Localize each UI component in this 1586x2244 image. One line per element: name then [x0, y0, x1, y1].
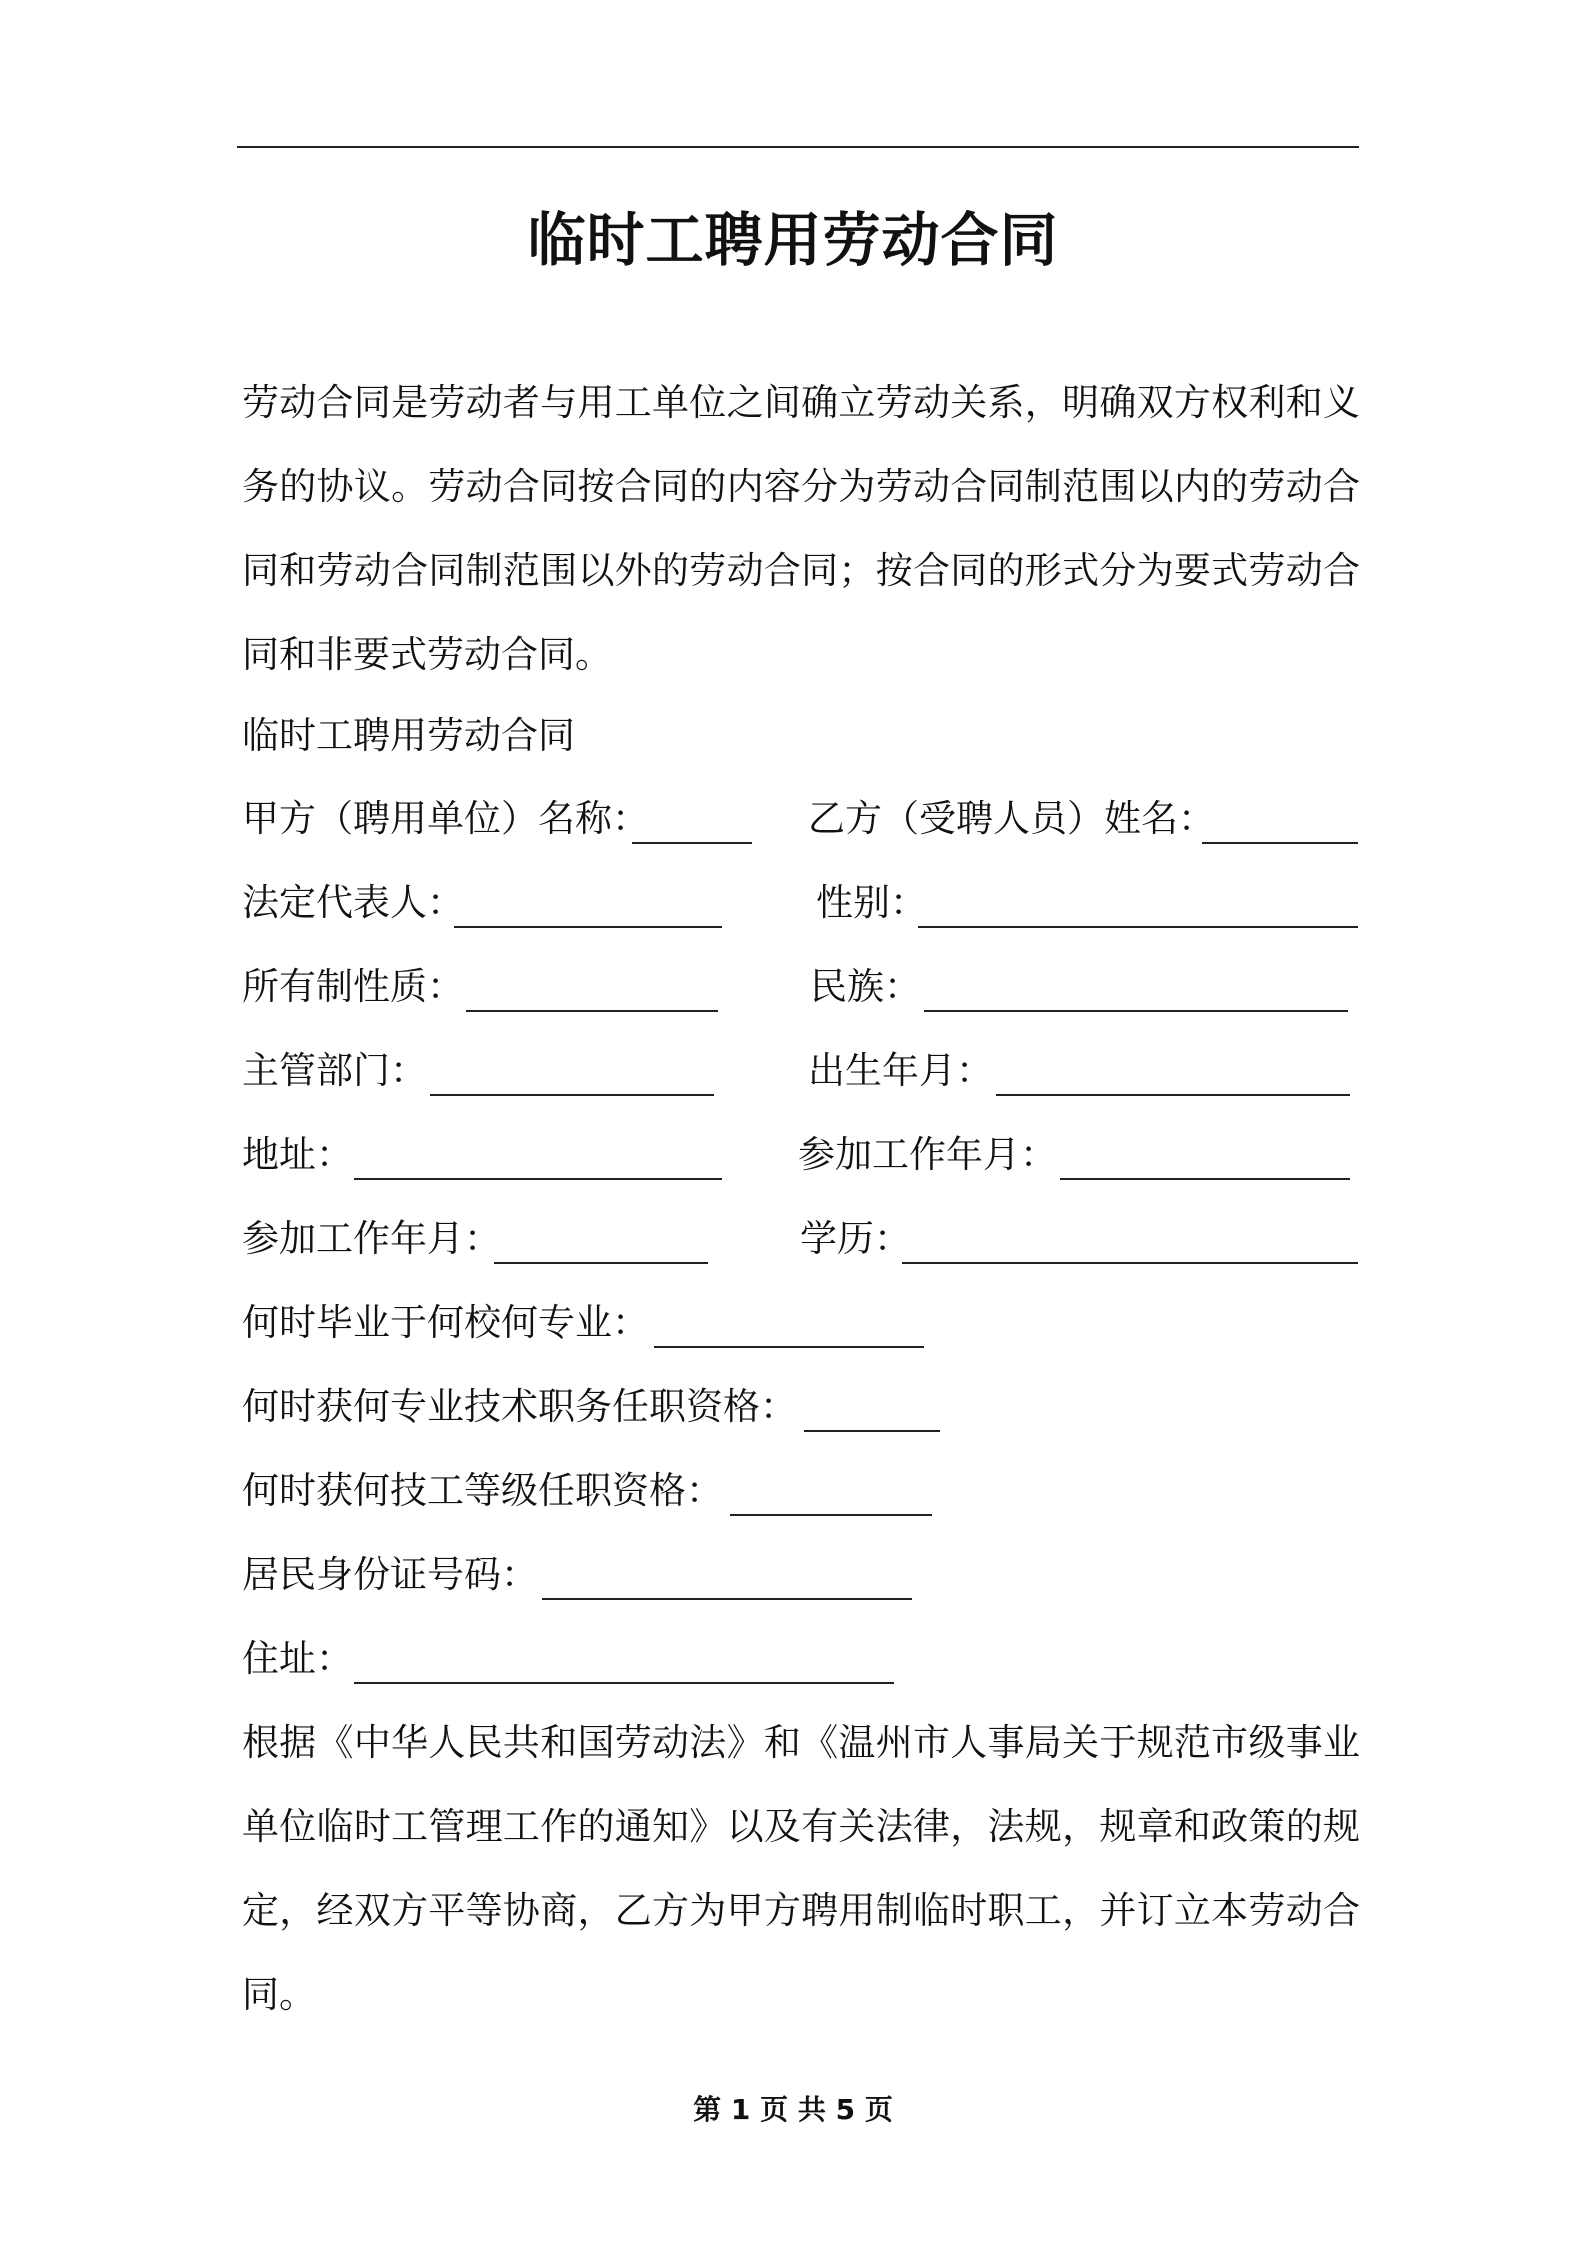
subtitle: 临时工聘用劳动合同 — [242, 714, 575, 757]
residence-label: 住址： — [242, 1637, 353, 1680]
party-b-name-label: 乙方（受聘人员）姓名： — [808, 797, 1215, 840]
skill-level-label: 何时获何技工等级任职资格： — [242, 1469, 723, 1512]
work-start-right-blank[interactable] — [1060, 1178, 1350, 1180]
birth-label: 出生年月： — [808, 1049, 993, 1092]
ownership-label: 所有制性质： — [242, 965, 464, 1008]
legal-rep-blank[interactable] — [454, 926, 722, 928]
legal-rep-label: 法定代表人： — [242, 881, 464, 924]
graduation-label: 何时毕业于何校何专业： — [242, 1301, 649, 1344]
header-rule — [237, 146, 1359, 148]
ethnicity-blank[interactable] — [924, 1010, 1348, 1012]
work-start-left-blank[interactable] — [494, 1262, 708, 1264]
education-label: 学历： — [800, 1217, 911, 1260]
address-blank[interactable] — [354, 1178, 722, 1180]
work-start-right-label: 参加工作年月： — [798, 1133, 1057, 1176]
residence-blank[interactable] — [354, 1682, 894, 1684]
gender-blank[interactable] — [918, 926, 1358, 928]
id-number-blank[interactable] — [542, 1598, 912, 1600]
party-a-name-label: 甲方（聘用单位）名称： — [242, 797, 649, 840]
tech-title-label: 何时获何专业技术职务任职资格： — [242, 1385, 797, 1428]
intro-paragraph: 劳动合同是劳动者与用工单位之间确立劳动关系，明确双方权利和义务的协议。劳动合同按合同的内容分为劳动合同制范围以内的劳动合同和劳动合同制范围以外的劳动合同；按合同的形式分为要式劳动合同和非要式劳动合同。 — [242, 381, 1360, 676]
birth-blank[interactable] — [996, 1094, 1350, 1096]
skill-level-blank[interactable] — [730, 1514, 932, 1516]
address-label: 地址： — [242, 1133, 353, 1176]
department-blank[interactable] — [430, 1094, 714, 1096]
tech-title-blank[interactable] — [804, 1430, 940, 1432]
education-blank[interactable] — [902, 1262, 1358, 1264]
closing-paragraph: 根据《中华人民共和国劳动法》和《温州市人事局关于规范市级事业单位临时工管理工作的通知》以及有关法律，法规，规章和政策的规定，经双方平等协商，乙方为甲方聘用制临时职工，并订立本劳动合同。 — [242, 1721, 1360, 2016]
ethnicity-label: 民族： — [810, 965, 921, 1008]
page-number: 第 1 页 共 5 页 — [693, 2093, 893, 2126]
ownership-blank[interactable] — [466, 1010, 718, 1012]
party-a-name-blank[interactable] — [632, 842, 752, 844]
gender-label: 性别： — [816, 881, 927, 924]
work-start-left-label: 参加工作年月： — [242, 1217, 501, 1260]
document-title: 临时工聘用劳动合同 — [527, 206, 1059, 274]
graduation-blank[interactable] — [654, 1346, 924, 1348]
party-b-name-blank[interactable] — [1202, 842, 1358, 844]
department-label: 主管部门： — [242, 1049, 427, 1092]
id-number-label: 居民身份证号码： — [242, 1553, 538, 1596]
